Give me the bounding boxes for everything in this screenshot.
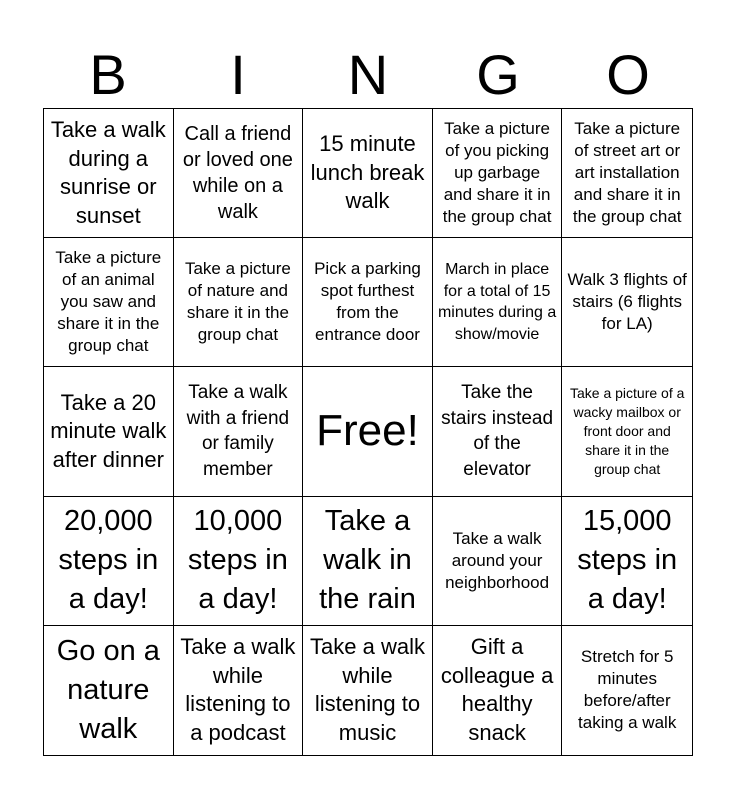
- bingo-cell: [433, 497, 563, 626]
- cell-text: Take a picture of an animal you saw and share it in the group chat: [55, 248, 162, 356]
- bingo-cell: [44, 367, 174, 496]
- bingo-cell: [562, 497, 692, 626]
- header-letter-b: B: [89, 43, 127, 106]
- cell-text: Take a 20 minute walk after dinner: [50, 389, 167, 472]
- bingo-cell: [174, 109, 304, 238]
- bingo-board: [43, 108, 693, 756]
- header-letter-g: G: [476, 43, 520, 106]
- cell-text: 15 minute lunch break walk: [310, 131, 425, 214]
- header-letter-n: N: [347, 43, 389, 106]
- cell-text: Take a walk while listening to music: [310, 634, 425, 745]
- bingo-cell: [44, 109, 174, 238]
- bingo-cell: [433, 626, 563, 755]
- bingo-cell: [562, 109, 692, 238]
- bingo-cell: [174, 238, 304, 367]
- bingo-cell: [433, 367, 563, 496]
- cell-text: 15,000 steps in a day!: [577, 504, 678, 616]
- cell-text: Take a walk while listening to a podcast: [180, 634, 296, 745]
- cell-text: 20,000 steps in a day!: [58, 504, 159, 616]
- bingo-cell: [562, 626, 692, 755]
- cell-text: Pick a parking spot furthest from the entrance door: [314, 259, 421, 345]
- cell-text: Take a picture of street art or art installation and share it in the group chat: [572, 118, 682, 227]
- cell-text: Take a walk during a sunrise or sunset: [50, 116, 166, 228]
- cell-text: Take a walk around your neighborhood: [445, 528, 550, 592]
- header-letter-o: O: [606, 43, 650, 106]
- header-letter-i: I: [230, 43, 246, 106]
- bingo-cell: [174, 497, 304, 626]
- bingo-cell: [303, 626, 433, 755]
- cell-text: Take a walk in the rain: [319, 504, 416, 616]
- bingo-cell: [303, 238, 433, 367]
- bingo-cell: [433, 238, 563, 367]
- cell-text: Stretch for 5 minutes before/after taking a walk: [578, 647, 677, 733]
- cell-text: Take a picture of you picking up garbage and share it in the group chat: [442, 118, 552, 227]
- bingo-cell: [44, 497, 174, 626]
- bingo-cell: [44, 626, 174, 755]
- cell-text: Take the stairs instead of the elevator: [441, 382, 554, 481]
- cell-text: Take a picture of a wacky mailbox or front door and share it in the group chat: [569, 385, 685, 477]
- free-space-text: Free!: [316, 406, 419, 456]
- bingo-cell: [562, 238, 692, 367]
- cell-text: Walk 3 flights of stairs (6 flights for LA): [567, 270, 687, 334]
- cell-text: Gift a colleague a healthy snack: [440, 634, 554, 745]
- cell-text: Take a walk with a friend or family member: [186, 382, 290, 481]
- cell-text: 10,000 steps in a day!: [187, 504, 288, 616]
- free-space-cell: [303, 367, 433, 496]
- bingo-cell: [433, 109, 563, 238]
- bingo-cell: [303, 497, 433, 626]
- cell-text: Take a picture of nature and share it in the group chat: [184, 259, 291, 345]
- bingo-cell: [174, 367, 304, 496]
- cell-text: Go on a nature walk: [56, 634, 160, 745]
- bingo-cell: [562, 367, 692, 496]
- bingo-cell: [44, 238, 174, 367]
- bingo-header: [43, 43, 693, 106]
- bingo-cell: [174, 626, 304, 755]
- cell-text: Call a friend or loved one while on a walk: [182, 123, 293, 224]
- bingo-cell: [303, 109, 433, 238]
- cell-text: March in place for a total of 15 minutes during a show/movie: [437, 261, 557, 343]
